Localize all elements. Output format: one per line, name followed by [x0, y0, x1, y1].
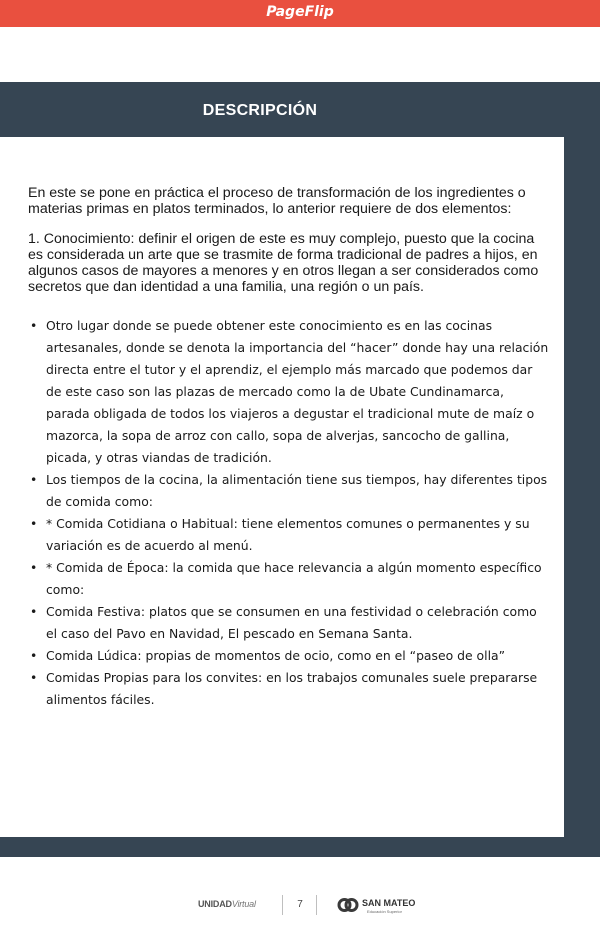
list-item-text: Otro lugar donde se puede obtener este conocimiento es en las cocinas artesanales, donde se denota la importancia del “hacer” donde hay una relación directa entre el tutor y el aprendiz, el ejemplo más marcado que podemos dar de este caso son las plazas de mercado como la de Ubate Cundinamarca, parada obligada de todos los viajeros a degustar el tradicional mute de maíz o mazorca, la sopa de arroz con callo, sopa de alverjas, sancocho de gallina, picada, y otras viandas de tradición. [46, 318, 549, 465]
list-item-text: * Comida Cotidiana o Habitual: tiene elementos comunes o permanentes y su variación es de acuerdo al menú. [46, 516, 530, 553]
bullet-icon: • [30, 472, 38, 487]
list-item [30, 557, 550, 601]
list-item [30, 513, 550, 557]
list-item [30, 601, 550, 645]
footer-divider [316, 895, 317, 915]
brand-name: SAN MATEO [362, 898, 416, 908]
page-number: 7 [297, 899, 303, 910]
list-item [30, 469, 550, 513]
list-item-text: * Comida de Época: la comida que hace relevancia a algún momento específico como: [46, 560, 542, 597]
list-item [30, 315, 550, 469]
section-title: DESCRIPCIÓN [202, 102, 318, 119]
app-title: PageFlip [266, 4, 334, 20]
bullet-icon: • [30, 648, 38, 663]
app-title-bar [0, 0, 600, 27]
list-item-text: Comidas Propias para los convites: en los trabajos comunales suele prepararse alimentos fáciles. [46, 670, 538, 707]
bullet-icon: • [30, 604, 38, 619]
unidad-light-text: Virtual [231, 899, 256, 909]
list-item-text: Comida Lúdica: propias de momentos de ocio, como en el “paseo de olla” [46, 648, 506, 663]
bullet-icon: • [30, 318, 38, 333]
brand-subtitle: Educación Superior [367, 909, 402, 914]
intro-paragraph: En este se pone en práctica el proceso de transformación de los ingredientes o materias primas en platos terminados, lo anterior requiere de dos elementos: [28, 185, 526, 217]
san-mateo-logo-icon [337, 894, 359, 916]
bullet-icon: • [30, 560, 38, 575]
footer-divider [282, 895, 283, 915]
list-item [30, 645, 550, 667]
unidad-bold-text: UNIDAD [198, 899, 232, 909]
unidad-virtual-logo [198, 899, 256, 909]
list-item [30, 667, 550, 711]
list-item-text: Los tiempos de la cocina, la alimentación tiene sus tiempos, hay diferentes tipos de comida como: [46, 472, 548, 509]
bullet-icon: • [30, 516, 38, 531]
knowledge-paragraph: 1. Conocimiento: definir el origen de este es muy complejo, puesto que la cocina es considerada un arte que se trasmite de forma tradicional de padres a hijos, en algunos casos de mayores a menores y en otros llegan a ser considerados como secretos que dan identidad a una familia, una región o un país. [28, 231, 539, 295]
list-item-text: Comida Festiva: platos que se consumen en una festividad o celebración como el caso del Pavo en Navidad, El pescado en Semana Santa. [46, 604, 537, 641]
bullet-icon: • [30, 670, 38, 685]
bullet-list [30, 315, 550, 711]
